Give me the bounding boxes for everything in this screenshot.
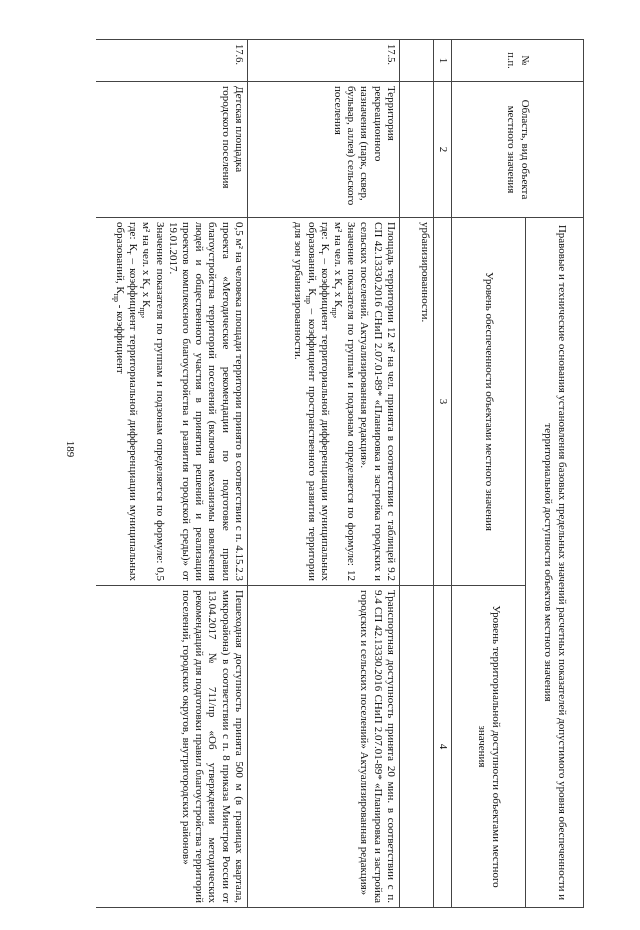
column-number: 2 xyxy=(433,82,451,218)
header-accessibility-level: Уровень территориальной доступности объектами местного значения xyxy=(452,586,526,908)
paragraph: где: $К_т$ – коэффициент территориальной дифференциации муниципальных образований, $К_{пр}$ - коэффициент xyxy=(111,222,140,581)
table-header-row xyxy=(526,40,584,908)
table-row xyxy=(247,40,399,908)
header-area: Область, вид объекта местного значения xyxy=(452,82,584,218)
row-provision-text xyxy=(247,218,399,586)
continuation-row xyxy=(399,40,433,908)
paragraph: Значение показателя по группам и подзонам определяется по формуле: 0,5 м² на чел. x $К_т$ x $К_{пр}$, xyxy=(138,222,166,581)
column-number-row xyxy=(433,40,451,908)
row-accessibility-text: Пешеходная доступность принята 500 м (в границах квартала, микрорайона) в соответствии с п. 8 приказа Минстроя России от 13.04.2017 № 711/пр «Об утверждении методических рекомендаций для подготовки правил благоустройства территорий поселений, городских округов, внутригородских районов» xyxy=(96,586,247,908)
header-number-text: № п.п. xyxy=(505,52,530,69)
header-number xyxy=(452,40,584,82)
row-provision-text xyxy=(96,218,247,586)
row-area: Территория рекреационного назначения (парк, сквер, бульвар, аллея) сельского поселения xyxy=(247,82,399,218)
row-number: 17.5. xyxy=(247,40,399,82)
table-row xyxy=(96,40,247,908)
row-accessibility-text: Транспортная доступность принята 20 мин. в соответствии с п. 9.4 СП 42.13330.2016 СНиП 2.07.01-89* «Планировка и застройка городских и сельских поселений» Актуализированная редакция» xyxy=(247,586,399,908)
paragraph: 0,5 м² на человека площади территории принято в соответствии с п. 4.15.2.3 проекта «Методические рекомендации по подготовке правил благоустройства территорий поселений (включая механизмы вовлечения людей и общественного участия в принятии решений и реализации проектов комплексного благоустройства и развития городской среды)» от 19.01.2017. xyxy=(166,222,245,581)
page-number: 189 xyxy=(64,440,76,458)
paragraph: Площадь территории 12 м² на чел. принята в соответствии с таблицей 9.2 СП 42.13330.2016 СНиП 2.07.01-89* «Планировка и застройка городских и сельских поселений. Актуализированная редакция». xyxy=(358,222,397,581)
header-group: Правовые и технические основания установления базовых предельных значений расчетных показателей допустимого уровня обеспеченности и территориальной доступности объектов местного значения xyxy=(526,218,584,908)
paragraph: где: $К_т$ – коэффициент территориальной дифференциации муниципальных образований, $К_{пр}$ – коэффициент пространственного развития территории для зон урбанизированности. xyxy=(292,222,331,581)
continuation-text: урбанизированности. xyxy=(399,218,433,586)
column-number: 3 xyxy=(433,218,451,586)
paragraph: Значение показателя по группам и подзонам определяется по формуле: 12 м² на чел. x $К_т$ x $К_{пр}$, xyxy=(329,222,358,581)
column-number: 4 xyxy=(433,586,451,908)
header-provision-level: Уровень обеспеченности объектами местного значения xyxy=(452,218,526,586)
row-number: 17.6. xyxy=(96,40,247,82)
column-number: 1 xyxy=(433,40,451,82)
norms-table xyxy=(96,39,584,908)
row-area: Детская площадка городского поселения xyxy=(96,82,247,218)
rotated-page-content xyxy=(96,25,586,930)
